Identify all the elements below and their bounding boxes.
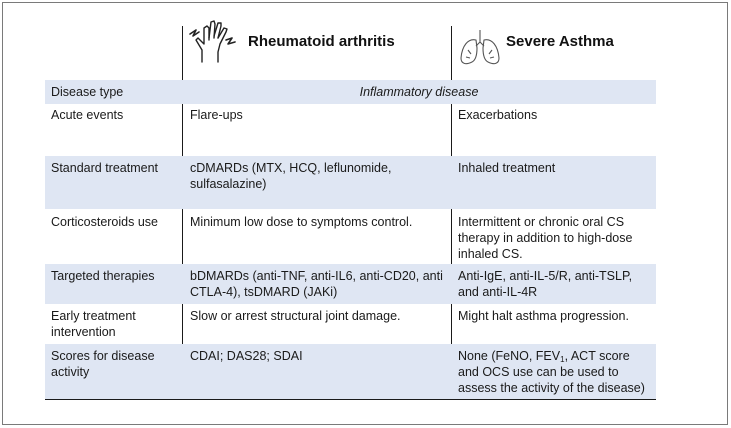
row-label: Corticosteroids use: [51, 215, 158, 229]
row-label: Acute events: [51, 108, 124, 122]
rheumatoid-arthritis-header: Rheumatoid arthritis: [248, 33, 395, 50]
ra-value: cDMARDs (MTX, HCQ, leflunomide, sulfasalazine): [190, 161, 392, 191]
asthma-value-pre: None (FeNO, FEV: [458, 349, 561, 363]
lungs-icon: [458, 28, 502, 68]
table-bottom-rule: [45, 399, 656, 400]
asthma-value-post: , ACT score and OCS use can be used to assess the activity of the disease): [458, 349, 645, 395]
ra-value: CDAI; DAS28; SDAI: [190, 349, 303, 363]
ra-value: Minimum low dose to symptoms control.: [190, 215, 413, 229]
row-label: Scores for disease activity: [51, 349, 155, 379]
severe-asthma-header: Severe Asthma: [506, 33, 614, 50]
row-label: Disease type: [51, 85, 124, 99]
table-row-targeted-therapies: [45, 264, 656, 304]
asthma-value: Inhaled treatment: [458, 161, 556, 175]
asthma-value: Exacerbations: [458, 108, 538, 122]
row-label: Targeted therapies: [51, 269, 155, 283]
table-row-early-treatment: [45, 304, 656, 344]
asthma-value: Intermittent or chronic oral CS therapy in addition to high-dose inhaled CS.: [458, 215, 633, 261]
shared-value: Inflammatory disease: [359, 85, 479, 99]
row-label: Early treatment intervention: [51, 309, 136, 339]
table-row-standard-treatment: [45, 156, 656, 209]
table-row-corticosteroids-use: [45, 209, 656, 264]
table-row-scores: [45, 344, 656, 399]
ra-value: Flare-ups: [190, 108, 243, 122]
row-label: Standard treatment: [51, 161, 159, 175]
ra-value: Slow or arrest structural joint damage.: [190, 309, 401, 323]
asthma-value: [458, 348, 653, 396]
table-row-disease-type: [45, 80, 656, 104]
asthma-value-subscript: 1: [560, 355, 565, 364]
hand-joint-icon: [188, 14, 240, 64]
asthma-value: Might halt asthma progression.: [458, 309, 629, 323]
asthma-value: Anti-IgE, anti-IL-5/R, anti-TSLP, and anti-IL-4R: [458, 269, 633, 299]
ra-value: bDMARDs (anti-TNF, anti-IL6, anti-CD20, anti CTLA-4), tsDMARD (JAKi): [190, 269, 443, 299]
table-row-acute-events: [45, 104, 656, 156]
